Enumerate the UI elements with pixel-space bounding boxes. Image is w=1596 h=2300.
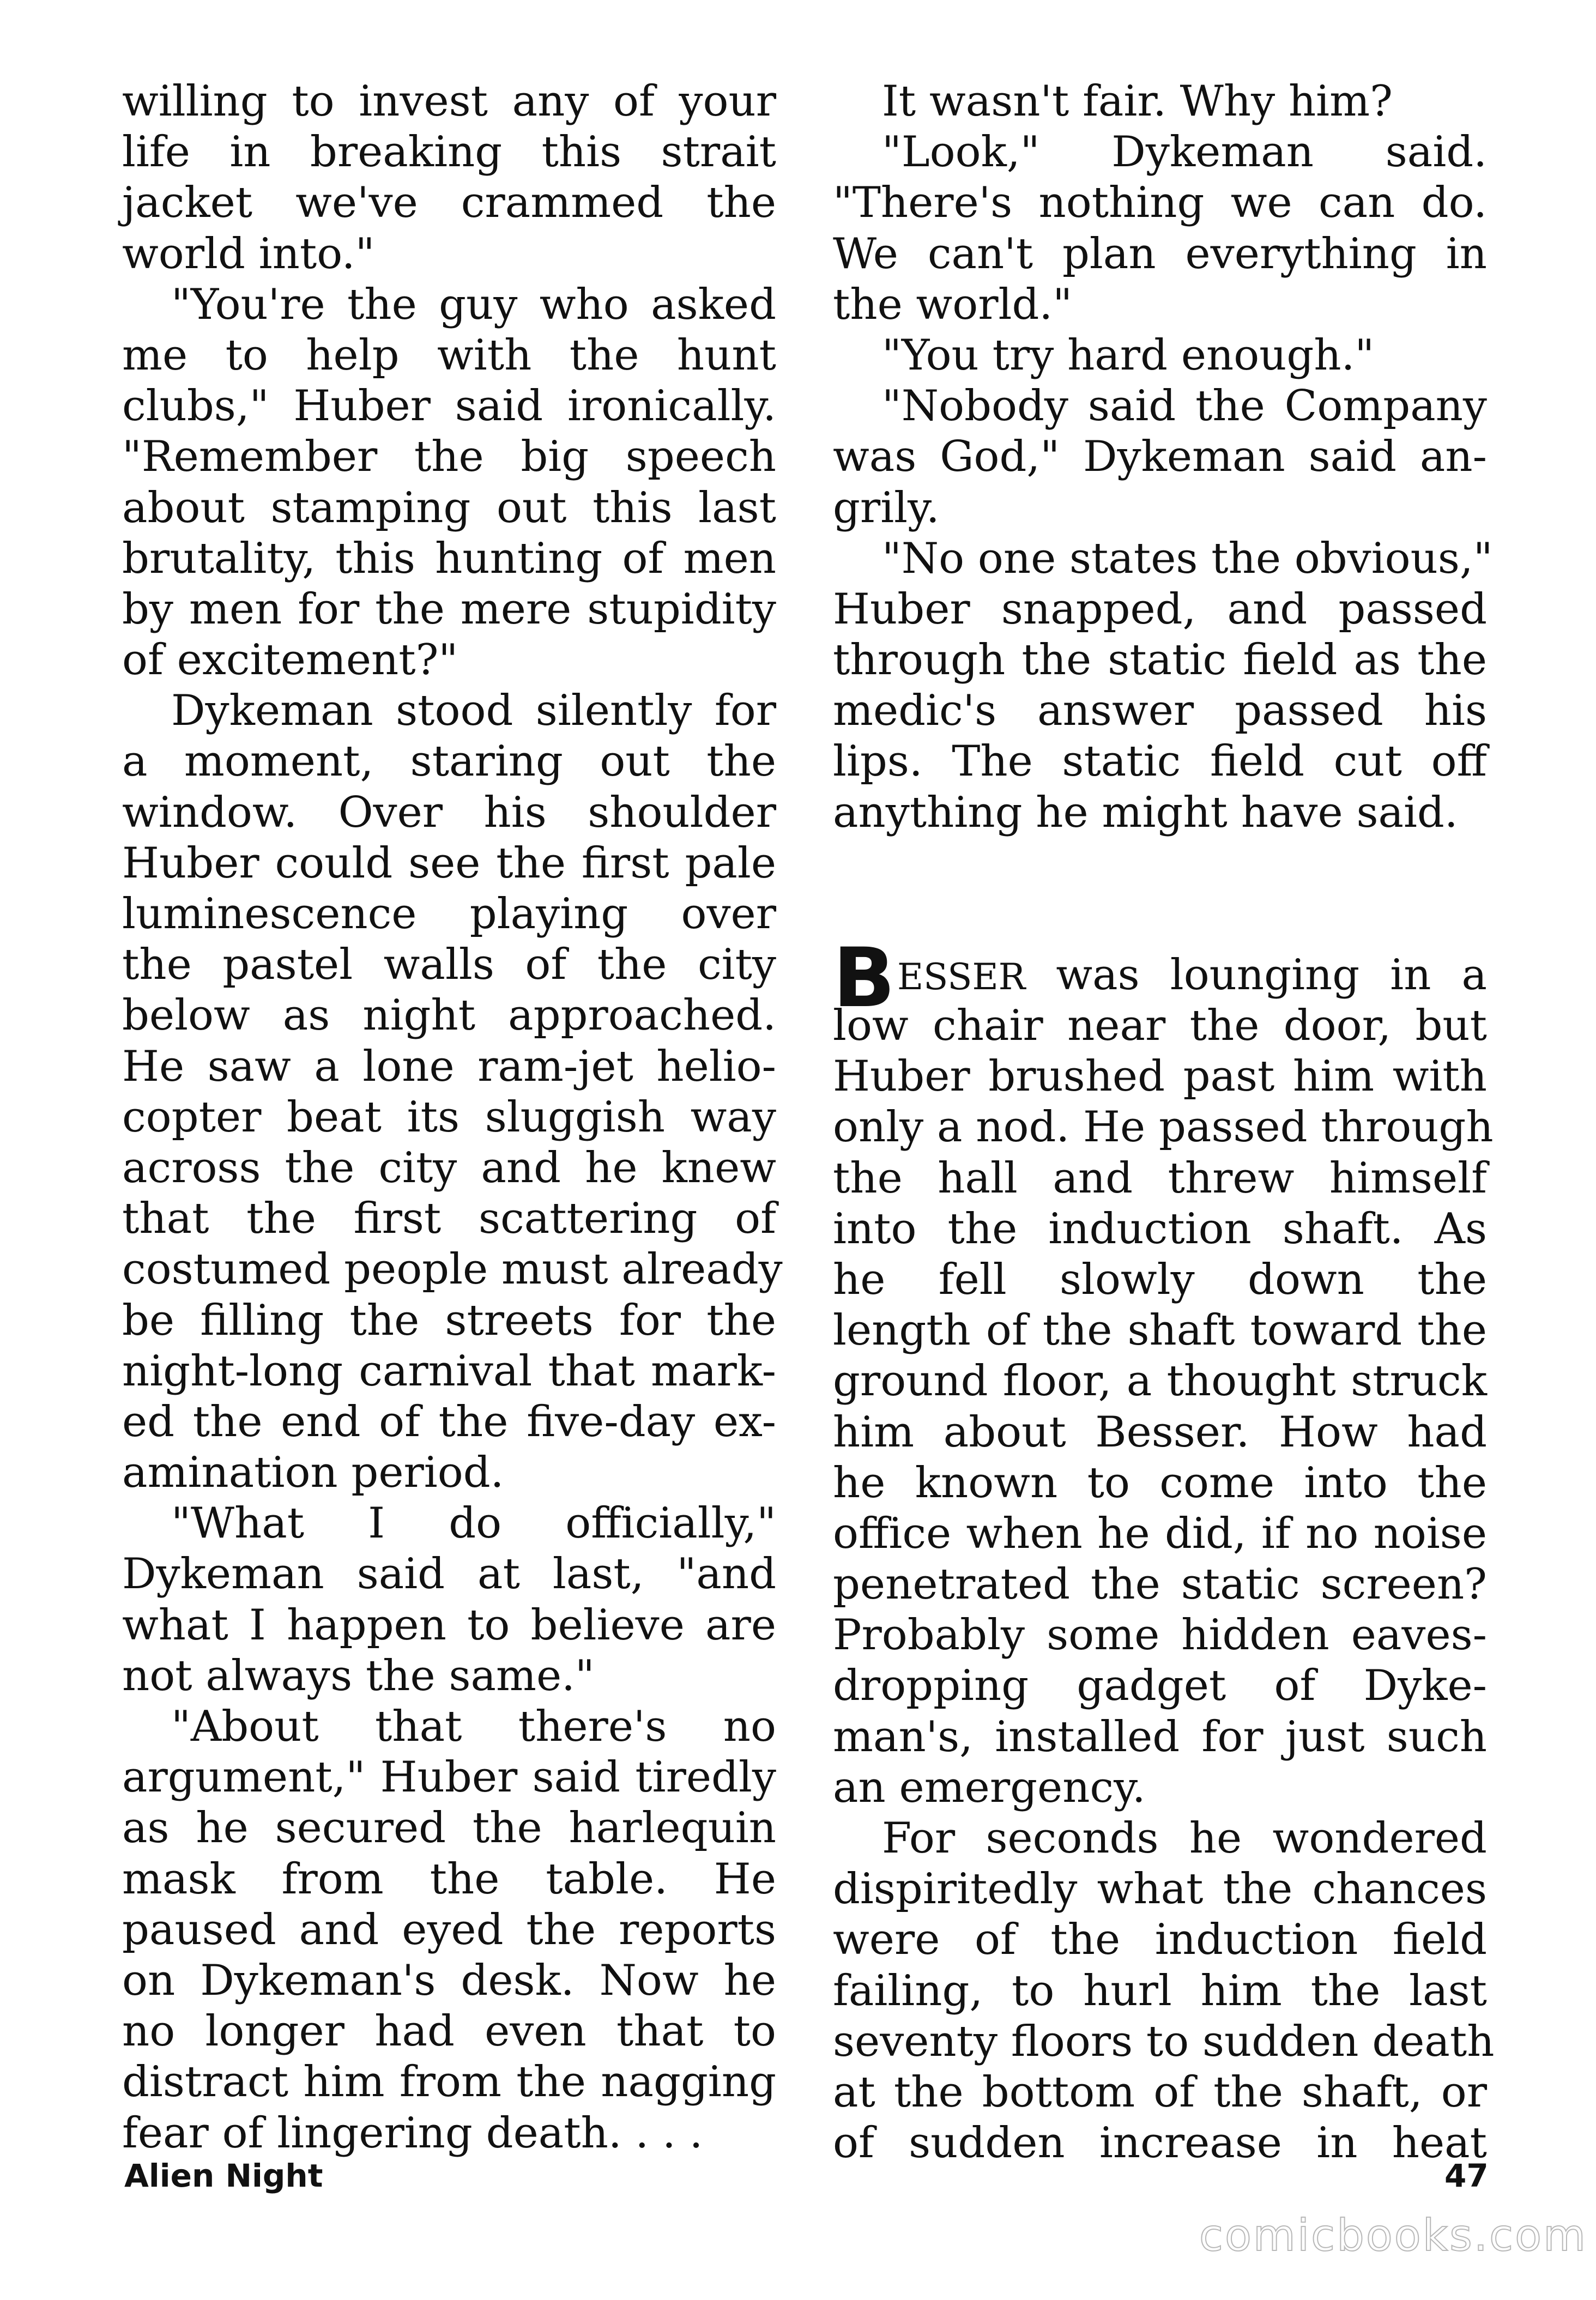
text-line: me to help with the hunt <box>122 330 776 380</box>
text-line: Dykeman stood silently for <box>171 686 776 736</box>
text-line: seventy floors to sudden death <box>833 2017 1495 2066</box>
text-line: clubs," Huber said ironically. <box>122 382 776 431</box>
text-line: grily. <box>833 483 940 532</box>
section-body <box>833 1001 1495 2169</box>
text-line: anything he might have said. <box>833 788 1458 837</box>
text-line: the world." <box>833 280 1073 329</box>
text-line: argument," Huber said tiredly <box>122 1753 776 1802</box>
first-line-with-dropcap <box>833 950 1487 1001</box>
dropcap-word-rest: ESSER <box>897 955 1026 998</box>
text-line: by men for the mere stupidity <box>122 584 776 634</box>
text-line: below as night approached. <box>122 991 776 1040</box>
text-line: dropping gadget of Dyke- <box>833 1661 1487 1711</box>
dropcap-letter: B <box>833 931 893 1026</box>
text-line: mask from the table. He <box>122 1854 776 1904</box>
left-column <box>122 76 783 2159</box>
text-line: luminescence playing over <box>122 889 776 939</box>
text-line: failing, to hurl him the last <box>833 1966 1487 2015</box>
text-line: "You're the guy who asked <box>171 280 776 329</box>
text-line: only a nod. He passed through <box>833 1103 1494 1152</box>
text-line: night-long carnival that mark- <box>122 1346 776 1396</box>
text-line: window. Over his shoulder <box>122 788 776 837</box>
text-line: Huber brushed past him with <box>833 1052 1487 1101</box>
text-line: Huber snapped, and passed <box>833 584 1487 634</box>
text-line: through the static field as the <box>833 635 1487 685</box>
text-line: of excitement?" <box>122 635 458 685</box>
text-line: distract him from the nagging <box>122 2057 776 2107</box>
text-line: For seconds he wondered <box>882 1814 1487 1863</box>
right-column <box>833 76 1495 2169</box>
text-line: amination period. <box>122 1448 504 1498</box>
text-line: dispiritedly what the chances <box>833 1865 1487 1914</box>
text-line: not always the same." <box>122 1651 595 1700</box>
text-line: "What I do officially," <box>171 1499 776 1548</box>
text-line: He saw a lone ram-jet helio- <box>122 1042 776 1091</box>
text-line: costumed people must already <box>122 1245 783 1294</box>
text-line: "You try hard enough." <box>882 330 1375 380</box>
text-line: Huber could see the first pale <box>122 838 776 888</box>
text-line: be filling the streets for the <box>122 1296 776 1345</box>
section-break <box>833 838 1487 950</box>
watermark: comicbooks.com <box>1199 2210 1588 2261</box>
text-line: "There's nothing we can do. <box>833 178 1487 228</box>
text-line: willing to invest any of your <box>122 77 776 126</box>
text-line: man's, installed for just such <box>833 1712 1487 1762</box>
text-line: "Look," Dykeman said. <box>882 128 1487 177</box>
text-line: into the induction shaft. As <box>833 1204 1487 1254</box>
text-line: We can't plan everything in <box>833 229 1487 279</box>
text-line: length of the shaft toward the <box>833 1306 1487 1355</box>
text-line: at the bottom of the shaft, or <box>833 2067 1487 2117</box>
page-number: 47 <box>1444 2157 1489 2194</box>
text-line: lips. The static field cut off <box>833 737 1487 786</box>
text-line: the hall and threw himself <box>833 1153 1487 1203</box>
text-line: across the city and he knew <box>122 1143 776 1193</box>
text-line: office when he did, if no noise <box>833 1509 1487 1558</box>
text-line: "Nobody said the Company <box>882 382 1487 431</box>
text-line: world into." <box>122 229 375 279</box>
text-line: "About that there's no <box>171 1702 776 1751</box>
text-line: fear of lingering death. . . . <box>122 2108 703 2158</box>
text-line: was God," Dykeman said an- <box>833 432 1487 482</box>
text-line: he known to come into the <box>833 1458 1487 1508</box>
text-line: jacket we've crammed the <box>122 178 776 228</box>
text-line: brutality, this hunting of men <box>122 534 776 583</box>
text-line: about stamping out this last <box>122 483 776 532</box>
text-line: ed the end of the five-day ex- <box>122 1397 776 1446</box>
right-column-section <box>833 950 1495 2169</box>
text-line: were of the induction field <box>833 1915 1487 1965</box>
text-line: he fell slowly down the <box>833 1255 1487 1304</box>
text-line: Probably some hidden eaves- <box>833 1611 1487 1660</box>
right-column-top-text <box>833 76 1493 838</box>
text-line: ground floor, a thought struck <box>833 1357 1487 1406</box>
text-line: Dykeman said at last, "and <box>122 1550 776 1599</box>
text-line: the pastel walls of the city <box>122 940 776 990</box>
text-line: copter beat its sluggish way <box>122 1092 776 1142</box>
first-line-text: was lounging in a <box>1025 950 1487 1000</box>
text-line: what I happen to believe are <box>122 1600 776 1650</box>
text-line: no longer had even that to <box>122 2007 776 2056</box>
text-line: low chair near the door, but <box>833 1001 1487 1050</box>
text-line: on Dykeman's desk. Now he <box>122 1956 776 2005</box>
text-line: of sudden increase in heat <box>833 2119 1487 2168</box>
footer-title: Alien Night <box>124 2157 323 2194</box>
text-line: a moment, staring out the <box>122 737 776 786</box>
text-line: life in breaking this strait <box>122 128 776 177</box>
text-line: "Remember the big speech <box>122 432 776 482</box>
text-line: "No one states the obvious," <box>882 534 1493 583</box>
text-line: paused and eyed the reports <box>122 1905 776 1954</box>
text-line: as he secured the harlequin <box>122 1803 776 1853</box>
text-line: that the first scattering of <box>122 1194 776 1244</box>
text-line: It wasn't fair. Why him? <box>882 77 1393 126</box>
text-line: penetrated the static screen? <box>833 1560 1487 1609</box>
text-line: an emergency. <box>833 1763 1146 1812</box>
text-line: him about Besser. How had <box>833 1407 1487 1457</box>
text-line: medic's answer passed his <box>833 686 1487 736</box>
